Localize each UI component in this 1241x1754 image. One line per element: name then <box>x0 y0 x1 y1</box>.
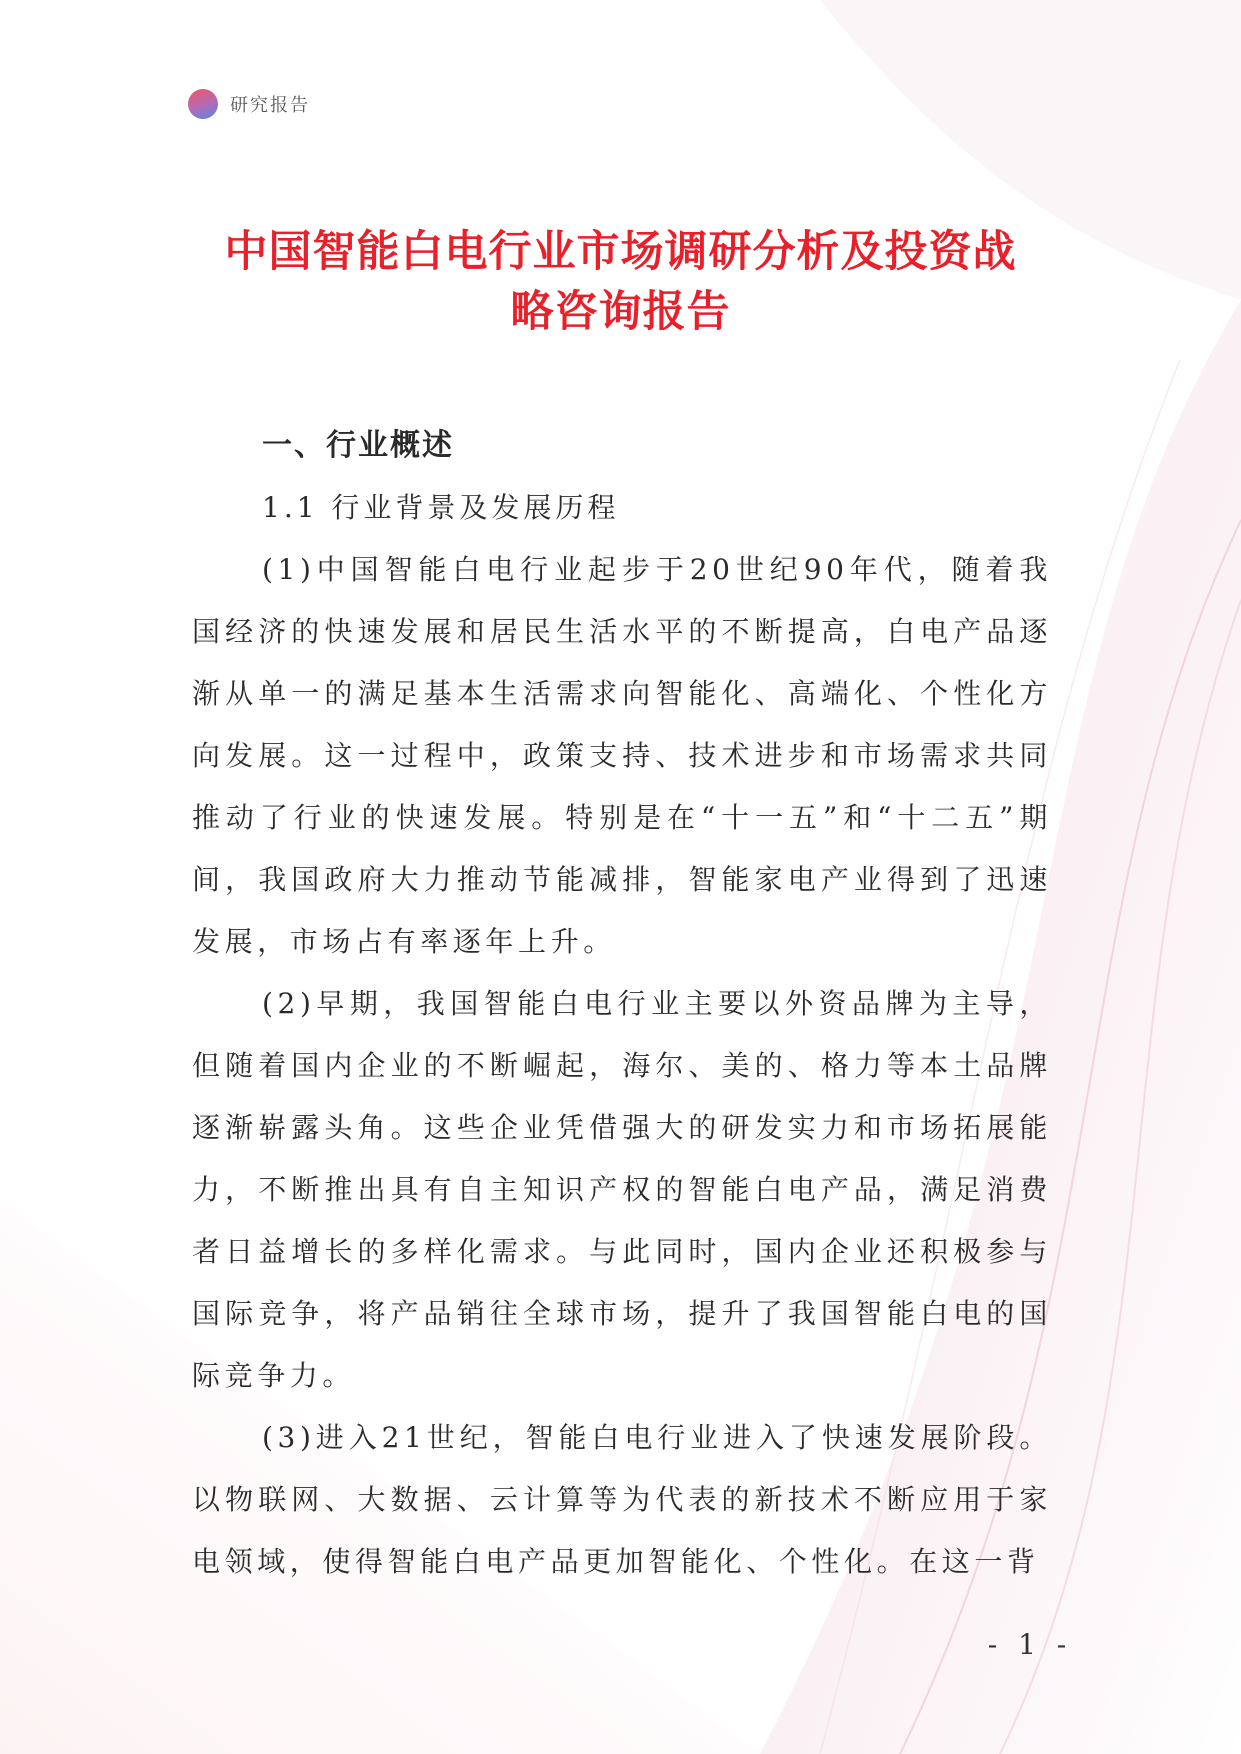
subsection-heading-1-1: 1.1 行业背景及发展历程 <box>262 491 620 524</box>
report-header <box>188 89 310 119</box>
title-line-1: 中国智能白电行业市场调研分析及投资战 <box>224 227 1017 277</box>
paragraph-1: (1)中国智能白电行业起步于20世纪90年代，随着我国经济的快速发展和居民生活水平的不断提高，白电产品逐渐从单一的满足基本生活需求向智能化、高端化、个性化方向发展。这一过程中，政策支持、技术进步和市场需求共同推动了行业的快速发展。特别是在“十一五”和“十二五”期间，我国政府大力推动节能减排，智能家电产业得到了迅速发展，市场占有率逐年上升。 <box>192 553 1052 958</box>
brand-logo-icon <box>188 89 218 119</box>
document-title <box>160 222 1081 342</box>
page-number: - 1 - <box>987 1628 1073 1661</box>
title-line-2: 略咨询报告 <box>510 287 731 337</box>
paragraph-2: (2)早期，我国智能白电行业主要以外资品牌为主导，但随着国内企业的不断崛起，海尔、美的、格力等本土品牌逐渐崭露头角。这些企业凭借强大的研发实力和市场拓展能力，不断推出具有自主知识产权的智能白电产品，满足消费者日益增长的多样化需求。与此同时，国内企业还积极参与国际竞争，将产品销往全球市场，提升了我国智能白电的国际竞争力。 <box>192 987 1052 1392</box>
document-body <box>192 415 1052 1593</box>
header-label: 研究报告 <box>230 95 310 116</box>
section-heading-1: 一、行业概述 <box>262 428 454 463</box>
paragraph-3: (3)进入21世纪，智能白电行业进入了快速发展阶段。以物联网、大数据、云计算等为代表的新技术不断应用于家电领域，使得智能白电产品更加智能化、个性化。在这一背 <box>192 1421 1052 1578</box>
